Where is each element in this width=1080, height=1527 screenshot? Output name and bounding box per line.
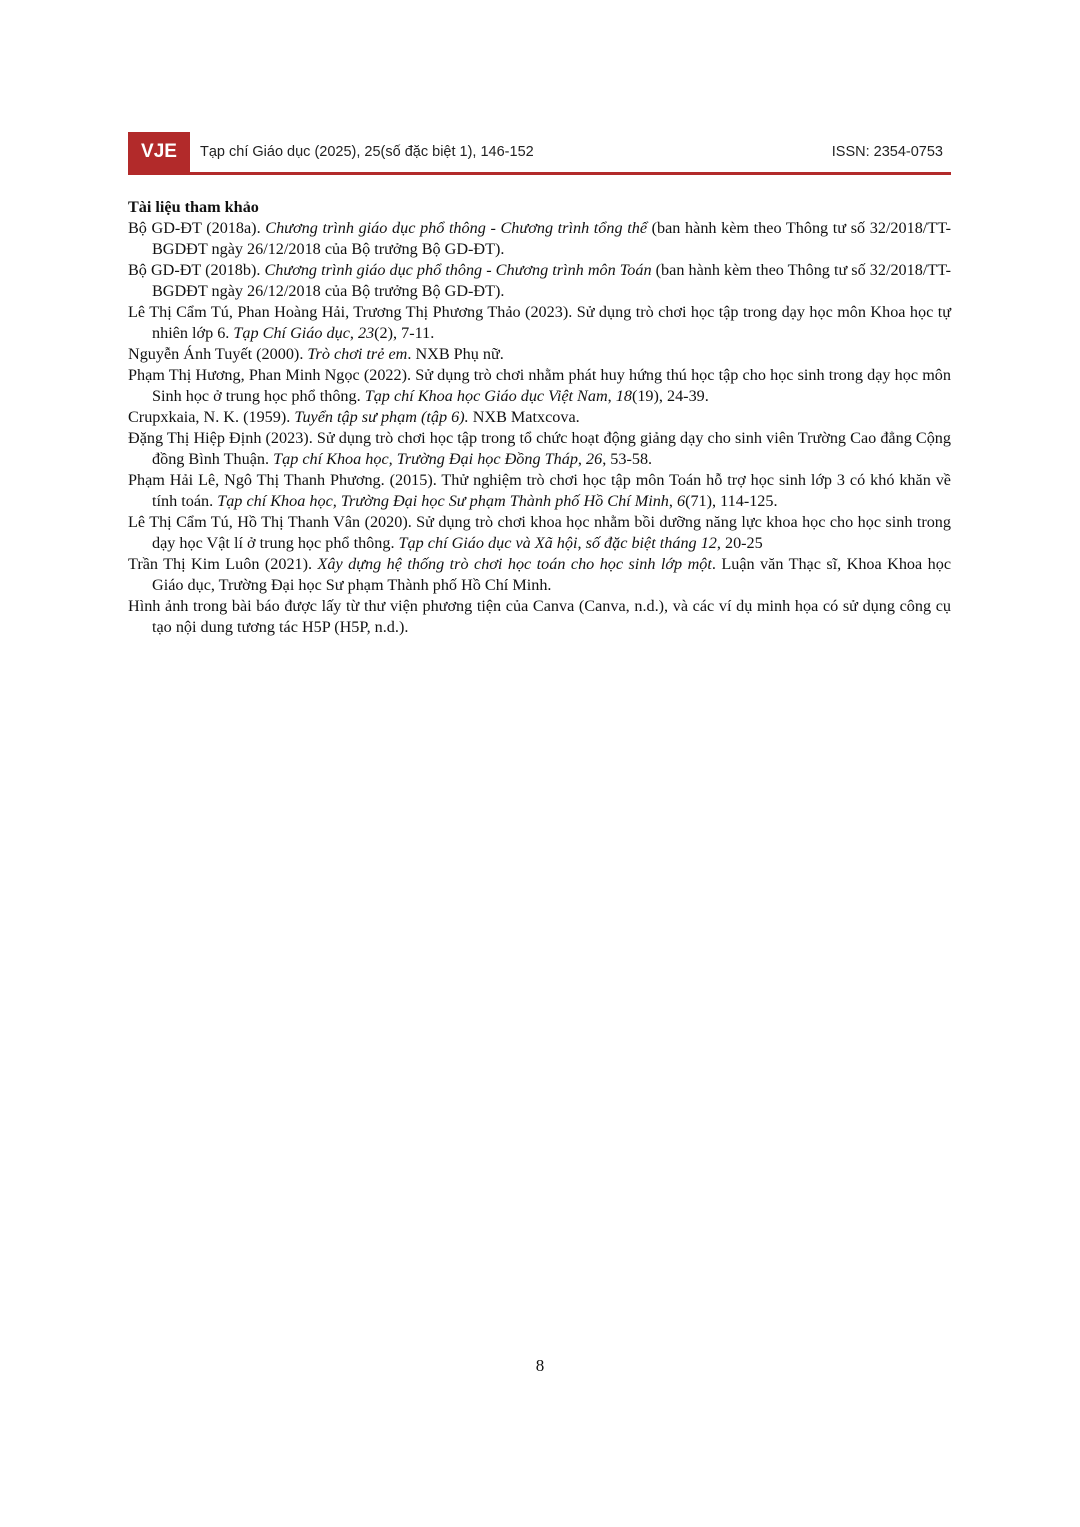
- reference-italic-text: Chương trình giáo dục phổ thông - Chương trình tổng thể: [265, 219, 647, 237]
- reference-item: [128, 260, 951, 302]
- reference-text: . NXB Phụ nữ.: [407, 345, 504, 363]
- reference-italic-text: 6: [676, 492, 686, 510]
- reference-italic-text: Tạp chí Khoa học Giáo dục Việt Nam: [364, 387, 608, 405]
- reference-text: Hình ảnh trong bài báo được lấy từ thư viện phương tiện của Canva (Canva, n.d.), và các ví dụ minh họa có sử dụng công cụ tạo nội dung tương tác H5P (H5P, n.d.).: [128, 597, 951, 636]
- reference-italic-text: 18: [615, 387, 632, 405]
- reference-italic-text: số đặc biệt tháng 12: [585, 534, 717, 552]
- reference-item: [128, 407, 951, 428]
- reference-italic-text: Tuyển tập sư phạm (tập 6).: [294, 408, 469, 426]
- reference-item: [128, 428, 951, 470]
- reference-text: ,: [577, 450, 587, 468]
- reference-text: (2), 7-11.: [374, 324, 435, 342]
- reference-text: . Luận văn Thạc sĩ, Khoa Khoa học Giáo dục, Trường Đại học Sư phạm Thành phố Hồ Chí Minh.: [152, 555, 952, 594]
- journal-citation: Tạp chí Giáo dục (2025), 25(số đặc biệt 1), 146-152: [200, 144, 534, 160]
- references-title: Tài liệu tham khảo: [128, 198, 259, 216]
- reference-text: NXB Matxcova.: [468, 408, 580, 426]
- journal-issn: ISSN: 2354-0753: [831, 144, 943, 160]
- reference-text: , 53-58.: [602, 450, 653, 468]
- reference-text: (71), 114-125.: [685, 492, 778, 510]
- reference-italic-text: Tạp chí Khoa học, Trường Đại học Sư phạm Thành phố Hồ Chí Minh: [217, 492, 669, 510]
- reference-list: [128, 218, 951, 638]
- reference-italic-text: Tạp chí Khoa học, Trường Đại học Đồng Tháp: [273, 450, 578, 468]
- reference-text: , 20-25: [716, 534, 763, 552]
- reference-italic-text: Xây dựng hệ thống trò chơi học toán cho học sinh lớp một: [317, 555, 712, 573]
- reference-text: Phạm Hải Lê, Ngô Thị Thanh Phương. (2015). Thử nghiệm trò chơi học tập môn Toán hỗ trợ học sinh lớp 3 có khó khăn về tính toán.: [128, 471, 951, 510]
- page-number: 8: [535, 1356, 545, 1375]
- reference-text: ,: [577, 534, 586, 552]
- reference-text: ,: [607, 387, 616, 405]
- references-section: [128, 197, 951, 638]
- reference-text: Crupxkaia, N. K. (1959).: [128, 408, 295, 426]
- reference-text: Bộ GD-ĐT (2018b).: [128, 261, 265, 279]
- reference-item: [128, 596, 951, 638]
- reference-text: Lê Thị Cẩm Tú, Hồ Thị Thanh Vân (2020). Sử dụng trò chơi khoa học nhằm bồi dưỡng năng lực khoa học cho học sinh trong dạy học Vật lí ở trung học phổ thông.: [128, 513, 951, 552]
- reference-item: [128, 218, 951, 260]
- page-header: [128, 132, 951, 175]
- reference-italic-text: 23: [357, 324, 375, 342]
- reference-text: Nguyễn Ánh Tuyết (2000).: [128, 345, 308, 363]
- reference-text: ,: [349, 324, 358, 342]
- journal-logo: VJE: [128, 132, 190, 172]
- reference-text: Phạm Thị Hương, Phan Minh Ngọc (2022). Sử dụng trò chơi nhằm phát huy hứng thú học tập cho học sinh trong dạy học môn Sinh học ở trung học phổ thông.: [128, 366, 951, 405]
- reference-text: (19), 24-39.: [631, 387, 709, 405]
- reference-italic-text: Trò chơi trẻ em: [307, 345, 408, 363]
- reference-text: (ban hành kèm theo Thông tư số 32/2018/TT-BGDĐT ngày 26/12/2018 của Bộ trưởng Bộ GD-ĐT).: [152, 219, 951, 258]
- reference-text: Trần Thị Kim Luôn (2021).: [128, 555, 318, 573]
- reference-italic-text: Tạp chí Giáo dục và Xã hội: [398, 534, 578, 552]
- reference-item: [128, 470, 951, 512]
- reference-item: [128, 365, 951, 407]
- reference-text: ,: [668, 492, 677, 510]
- reference-text: Đặng Thị Hiệp Định (2023). Sử dụng trò chơi học tập trong tổ chức hoạt động giảng dạy cho sinh viên Trường Cao đẳng Cộng đồng Bình Thuận.: [128, 429, 951, 468]
- reference-text: (ban hành kèm theo Thông tư số 32/2018/TT-BGDĐT ngày 26/12/2018 của Bộ trưởng Bộ GD-ĐT).: [152, 261, 951, 300]
- reference-text: Bộ GD-ĐT (2018a).: [128, 219, 266, 237]
- reference-italic-text: Tạp Chí Giáo dục: [233, 324, 350, 342]
- reference-item: [128, 554, 951, 596]
- reference-text: Lê Thị Cẩm Tú, Phan Hoàng Hải, Trương Thị Phương Thảo (2023). Sử dụng trò chơi học tập trong dạy học môn Khoa học tự nhiên lớp 6.: [128, 303, 951, 342]
- reference-italic-text: 26: [586, 450, 603, 468]
- reference-item: [128, 302, 951, 344]
- reference-italic-text: Chương trình giáo dục phổ thông - Chương trình môn Toán: [264, 261, 652, 279]
- reference-item: [128, 344, 951, 365]
- reference-item: [128, 512, 951, 554]
